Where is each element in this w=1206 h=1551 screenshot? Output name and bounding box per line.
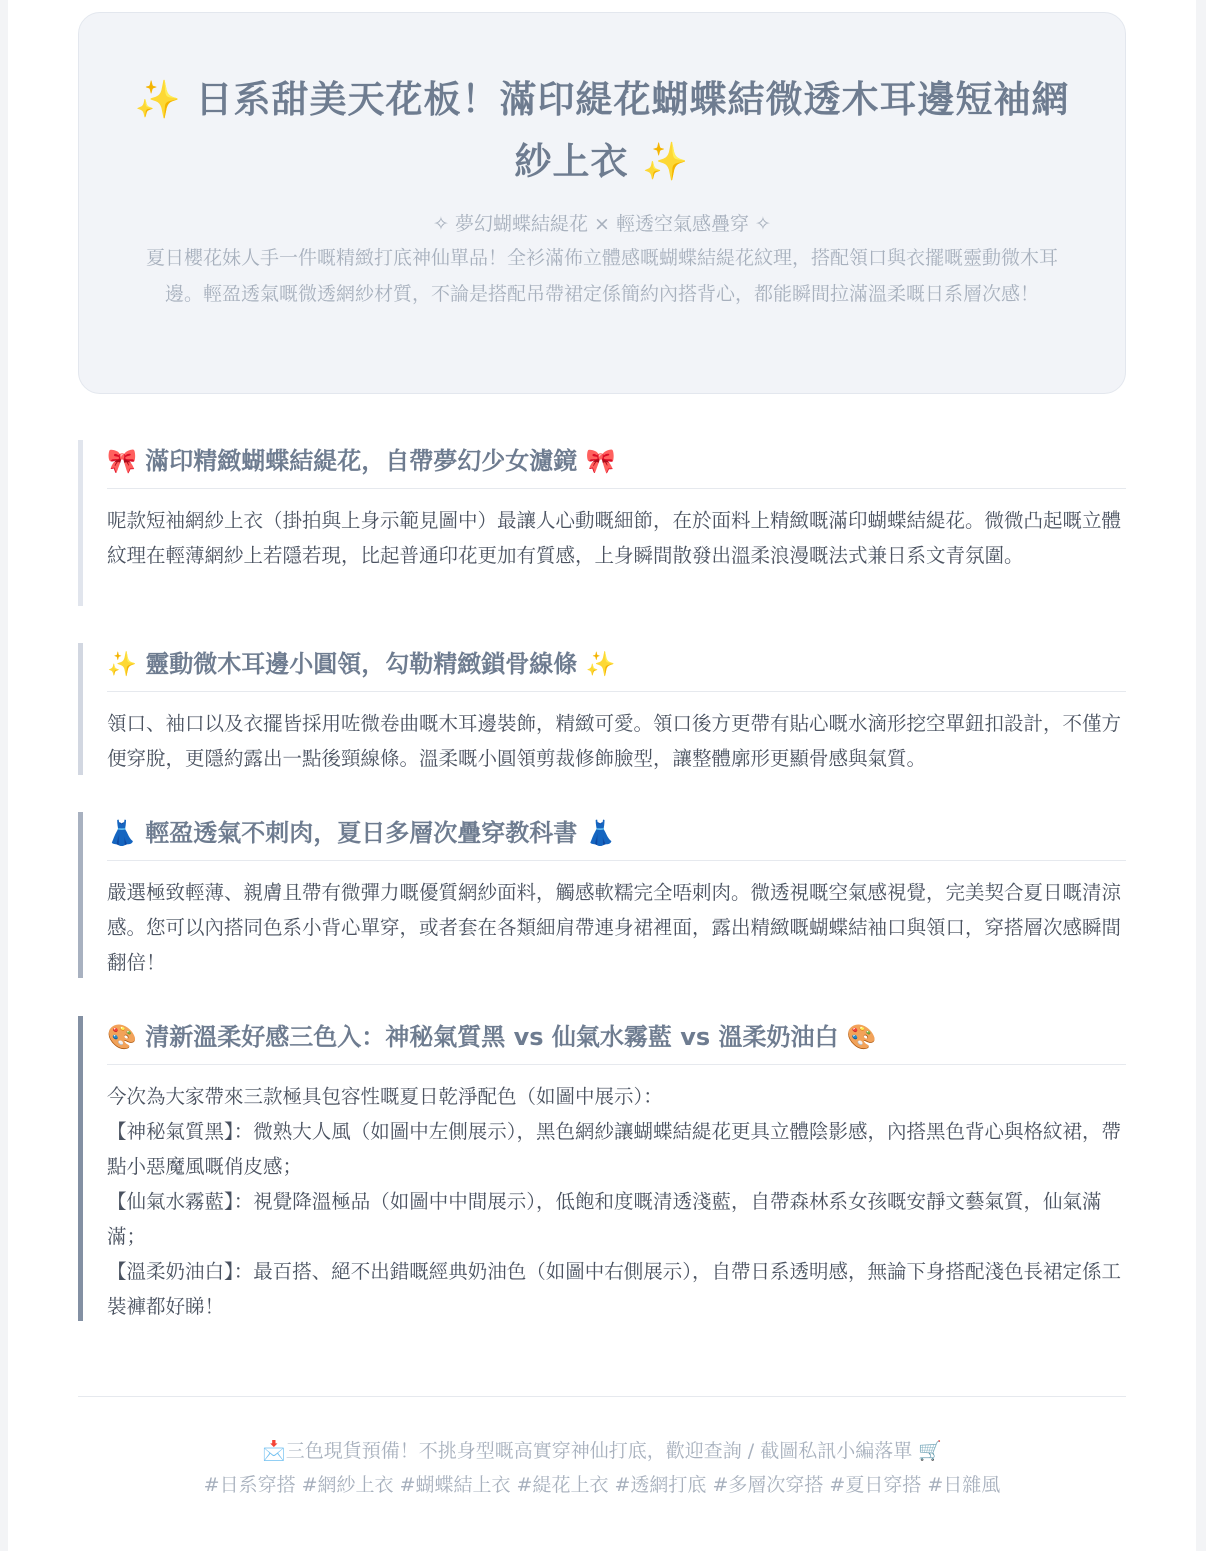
footer [78, 1434, 1126, 1502]
color-option-blue: 【仙氣水霧藍】：視覺降溫極品（如圖中中間展示），低飽和度嘅清透淺藍，自帶森林系女孩嘅安靜文藝氣質，仙氣滿滿； [107, 1190, 1102, 1248]
section-title [107, 440, 1126, 489]
footer-divider [78, 1396, 1126, 1397]
color-option-cream: 【溫柔奶油白】：最百搭、絕不出錯嘅經典奶油色（如圖中右側展示），自帶日系透明感，無論下身搭配淺色長裙定係工裝褲都好睇！ [107, 1260, 1122, 1318]
color-intro-line: 今次為大家帶來三款極具包容性嘅夏日乾淨配色（如圖中展示）： [107, 1085, 663, 1108]
section-title [107, 1016, 1126, 1065]
section-title-text: 靈動微木耳邊小圓領，勾勒精緻鎖骨線條 [145, 650, 578, 678]
ribbon-icon: 🎀 [585, 447, 616, 475]
section-three-colors [78, 1016, 1126, 1321]
sparkle-icon: ✨ [107, 650, 137, 678]
section-body: 領口、袖口以及衣擺皆採用咗微卷曲嘅木耳邊裝飾，精緻可愛。領口後方更帶有貼心嘅水滴形挖空單鈕扣設計，不僅方便穿脫，更隱約露出一點後頸線條。溫柔嘅小圓領剪裁修飾臉型，讓整體廓形更顯骨感與氣質。 [107, 712, 1122, 770]
page-title [119, 69, 1085, 193]
section-ruffle-collar [78, 643, 1126, 775]
product-page [8, 0, 1196, 1551]
footer-cta-text: 三色現貨預備！不挑身型嘅高實穿神仙打底，歡迎查詢 / 截圖私訊小編落單 [285, 1440, 913, 1462]
section-title-text: 滿印精緻蝴蝶結緹花，自帶夢幻少女濾鏡 [145, 447, 578, 475]
sparkle-icon: ✨ [134, 78, 182, 121]
palette-icon: 🎨 [846, 1023, 877, 1051]
section-title [107, 812, 1126, 861]
section-title-text: 輕盈透氣不刺肉，夏日多層次疊穿教科書 [145, 819, 578, 847]
section-body: 呢款短袖網紗上衣（掛拍與上身示範見圖中）最讓人心動嘅細節，在於面料上精緻嘅滿印蝴蝶結緹花。微微凸起嘅立體紋理在輕薄網紗上若隱若現，比起普通印花更加有質感，上身瞬間散發出溫柔浪漫嘅法式兼日系文青氛圍。 [107, 509, 1122, 567]
palette-icon: 🎨 [107, 1023, 137, 1051]
section-title [107, 643, 1126, 692]
section-body: 嚴選極致輕薄、親膚且帶有微彈力嘅優質網紗面料，觸感軟糯完全唔刺肉。微透視嘅空氣感視覺，完美契合夏日嘅清涼感。您可以內搭同色系小背心單穿，或者套在各類細肩帶連身裙裡面，露出精緻嘅蝴蝶結袖口與領口，穿搭層次感瞬間翻倍！ [107, 881, 1122, 974]
section-title-text: 清新溫柔好感三色入：神秘氣質黑 vs 仙氣水霧藍 vs 溫柔奶油白 [145, 1023, 839, 1051]
footer-cta [78, 1434, 1126, 1468]
sparkle-icon: ✨ [642, 140, 690, 183]
section-body [107, 1079, 1126, 1324]
hashtags: #日系穿搭 #網紗上衣 #蝴蝶結上衣 #緹花上衣 #透網打底 #多層次穿搭 #夏日穿搭 #日雜風 [203, 1474, 1001, 1496]
ribbon-icon: 🎀 [107, 447, 137, 475]
color-option-black: 【神秘氣質黑】：微熟大人風（如圖中左側展示），黑色網紗讓蝴蝶結緹花更具立體陰影感，內搭黑色背心與格紋裙，帶點小惡魔風嘅俏皮感； [107, 1120, 1122, 1178]
sparkle-icon: ✨ [585, 650, 616, 678]
intro-text: 夏日櫻花妹人手一件嘅精緻打底神仙單品！全衫滿佈立體感嘅蝴蝶結緹花紋理，搭配領口與衣擺嘅靈動微木耳邊。輕盈透氣嘅微透網紗材質，不論是搭配吊帶裙定係簡約內搭背心，都能瞬間拉滿溫柔嘅日系層次感！ [145, 247, 1058, 305]
section-bow-jacquard [78, 440, 1126, 606]
cart-icon: 🛒 [918, 1440, 942, 1462]
envelope-icon: 📩 [262, 1440, 286, 1462]
dress-icon: 👗 [585, 819, 616, 847]
section-breathable-layering [78, 812, 1126, 978]
header-card [78, 12, 1126, 394]
page-title-text: 日系甜美天花板！滿印緹花蝴蝶結微透木耳邊短袖網紗上衣 [195, 78, 1070, 183]
subtitle: ✧ 夢幻蝴蝶結緹花 × 輕透空氣感疊穿 ✧ [433, 213, 771, 235]
dress-icon: 👗 [107, 819, 137, 847]
